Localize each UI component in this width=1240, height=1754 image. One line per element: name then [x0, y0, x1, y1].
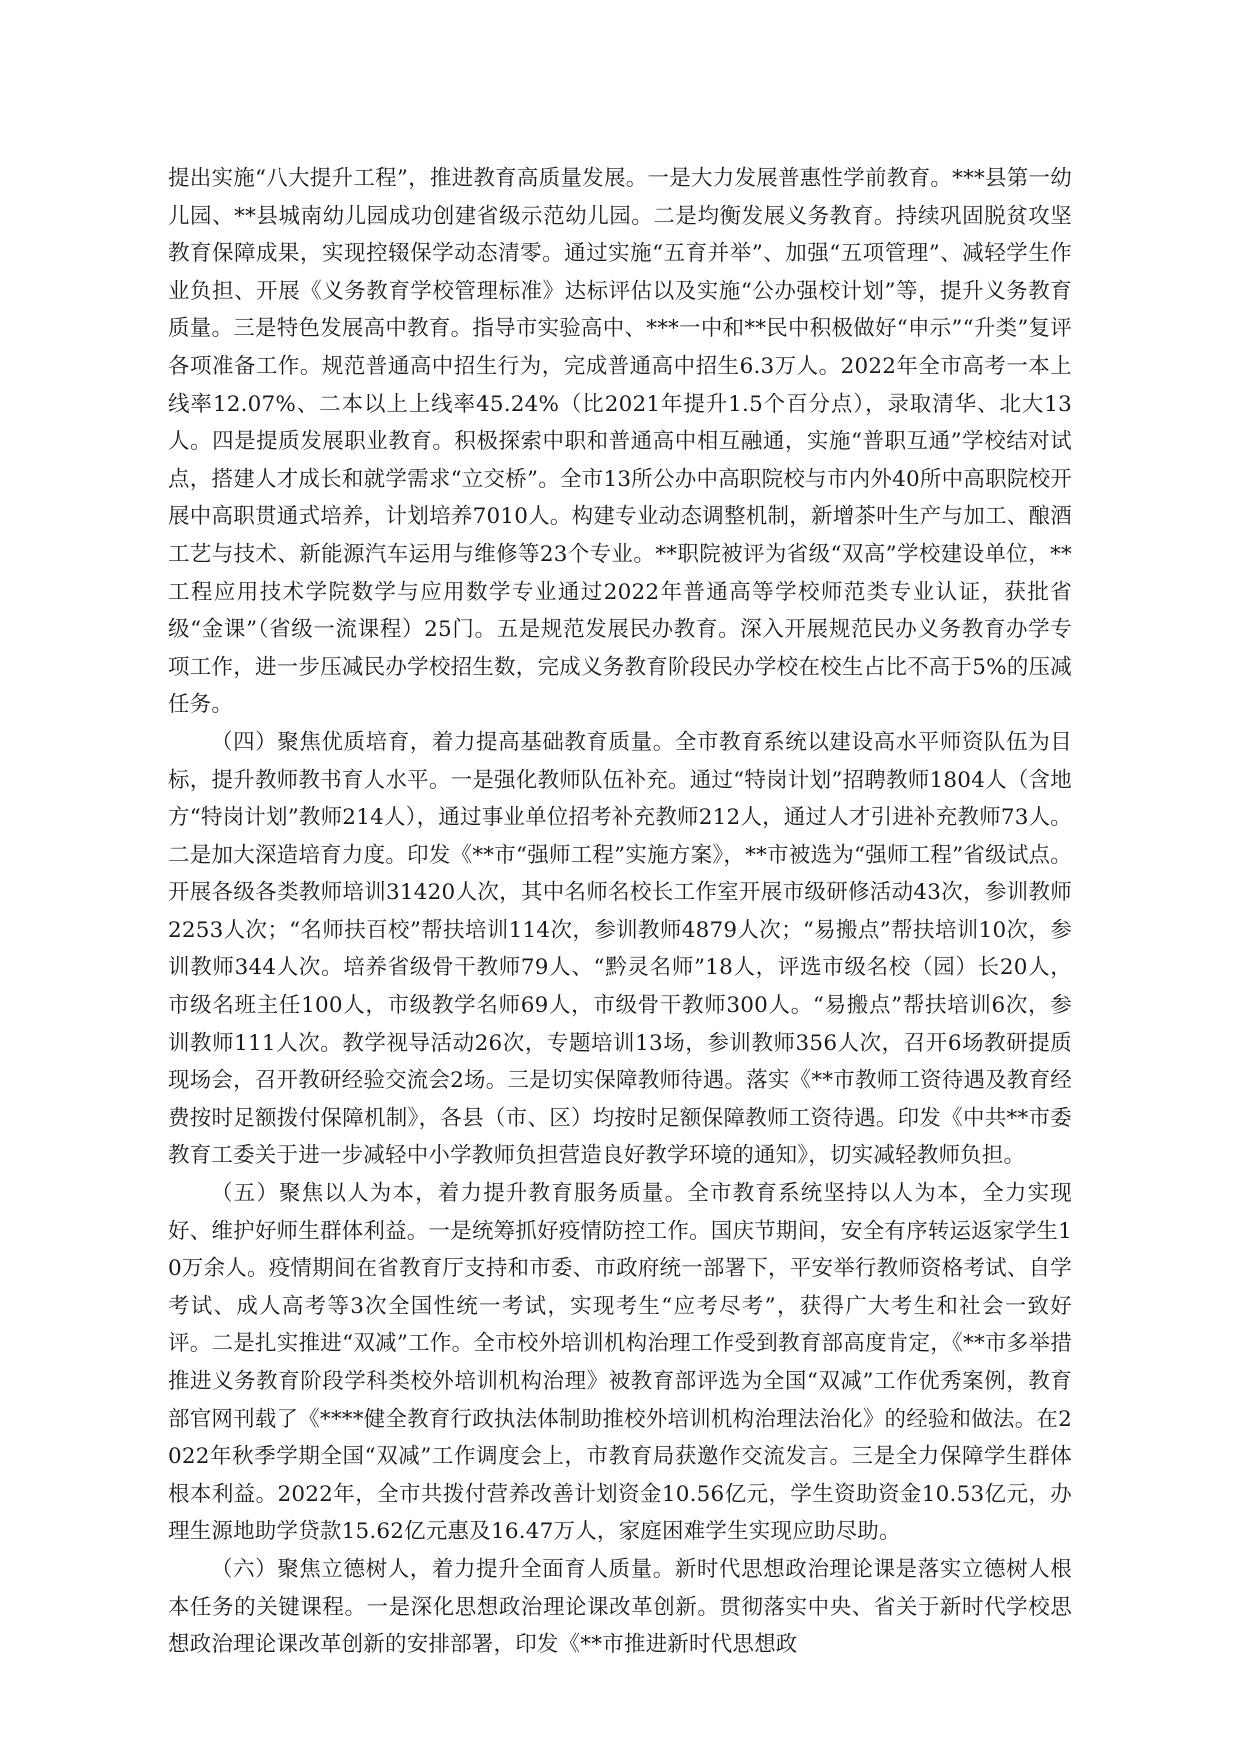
paragraph-section-six: （六）聚焦立德树人，着力提升全面育人质量。新时代思想政治理论课是落实立德树人根本任务的关键课程。一是深化思想政治理论课改革创新。贯彻落实中央、省关于新时代学校思想政治理论课改革创新的安排部署，印发《**市推进新时代思想政 — [168, 1556, 1072, 1658]
paragraph-section-five: （五）聚焦以人为本，着力提升教育服务质量。全市教育系统坚持以人为本，全力实现好、维护好师生群体利益。一是统筹抓好疫情防控工作。国庆节期间，安全有序转运返家学生10万余人。疫情期间在省教育厅支持和市委、市政府统一部署下，平安举行教师资格考试、自学考试、成人高考等3次全国性统一考试，实现考生“应考尽考”，获得广大考生和社会一致好评。二是扎实推进“双减”工作。全市校外培训机构治理工作受到教育部高度肯定，《**市多举措推进义务教育阶段学科类校外培训机构治理》被教育部评选为全国“双减”工作优秀案例，教育部官网刊载了《****健全教育行政执法体制助推校外培训机构治理法治化》的经验和做法。在2022年秋季学期全国“双减”工作调度会上，市教育局获邀作交流发言。三是全力保障学生群体根本利益。2022年，全市共拨付营养改善计划资金10.56亿元，学生资助资金10.53亿元，办理生源地助学贷款15.62亿元惠及16.47万人，家庭困难学生实现应助尽助。 — [168, 1181, 1072, 1545]
document-page — [168, 160, 1072, 1664]
paragraph-section-four: （四）聚焦优质培育，着力提高基础教育质量。全市教育系统以建设高水平师资队伍为目标，提升教师教书育人水平。一是强化教师队伍补充。通过“特岗计划”招聘教师1804人（含地方“特岗计划”教师214人），通过事业单位招考补充教师212人，通过人才引进补充教师73人。二是加大深造培育力度。印发《**市“强师工程”实施方案》，**市被选为“强师工程”省级试点。开展各级各类教师培训31420人次，其中名师名校长工作室开展市级研修活动43次，参训教师2253人次；“名师扶百校”帮扶培训114次，参训教师4879人次；“易搬点”帮扶培训10次，参训教师344人次。培养省级骨干教师79人、“黔灵名师”18人，评选市级名校（园）长20人，市级名班主任100人，市级教学名师69人，市级骨干教师300人。“易搬点”帮扶培训6次，参训教师111人次。教学视导活动26次，专题培训13场，参训教师356人次，召开6场教研提质现场会，召开教研经验交流会2场。三是切实保障教师待遇。落实《**市教师工资待遇及教育经费按时足额拨付保障机制》，各县（市、区）均按时足额保障教师工资待遇。印发《中共**市委教育工委关于进一步减轻中小学教师负担营造良好教学环境的通知》，切实减轻教师负担。 — [168, 729, 1072, 1169]
paragraph-continued: 提出实施“八大提升工程”，推进教育高质量发展。一是大力发展普惠性学前教育。***县第一幼儿园、**县城南幼儿园成功创建省级示范幼儿园。二是均衡发展义务教育。持续巩固脱贫攻坚教育保障成果，实现控辍保学动态清零。通过实施“五育并举”、加强“五项管理”、减轻学生作业负担、开展《义务教育学校管理标准》达标评估以及实施“公办强校计划”等，提升义务教育质量。三是特色发展高中教育。指导市实验高中、***一中和**民中积极做好“申示”“升类”复评各项准备工作。规范普通高中招生行为，完成普通高中招生6.3万人。2022年全市高考一本上线率12.07%、二本以上上线率45.24%（比2021年提升1.5个百分点），录取清华、北大13人。四是提质发展职业教育。积极探索中职和普通高中相互融通，实施“普职互通”学校结对试点，搭建人才成长和就学需求“立交桥”。全市13所公办中高职院校与市内外40所中高职院校开展中高职贯通式培养，计划培养7010人。构建专业动态调整机制，新增茶叶生产与加工、酿酒工艺与技术、新能源汽车运用与维修等23个专业。**职院被评为省级“双高”学校建设单位，**工程应用技术学院数学与应用数学专业通过2022年普通高等学校师范类专业认证，获批省级“金课”（省级一流课程）25门。五是规范发展民办教育。深入开展规范民办义务教育办学专项工作，进一步压减民办学校招生数，完成义务教育阶段民办学校在校生占比不高于5%的压减任务。 — [168, 166, 1072, 718]
